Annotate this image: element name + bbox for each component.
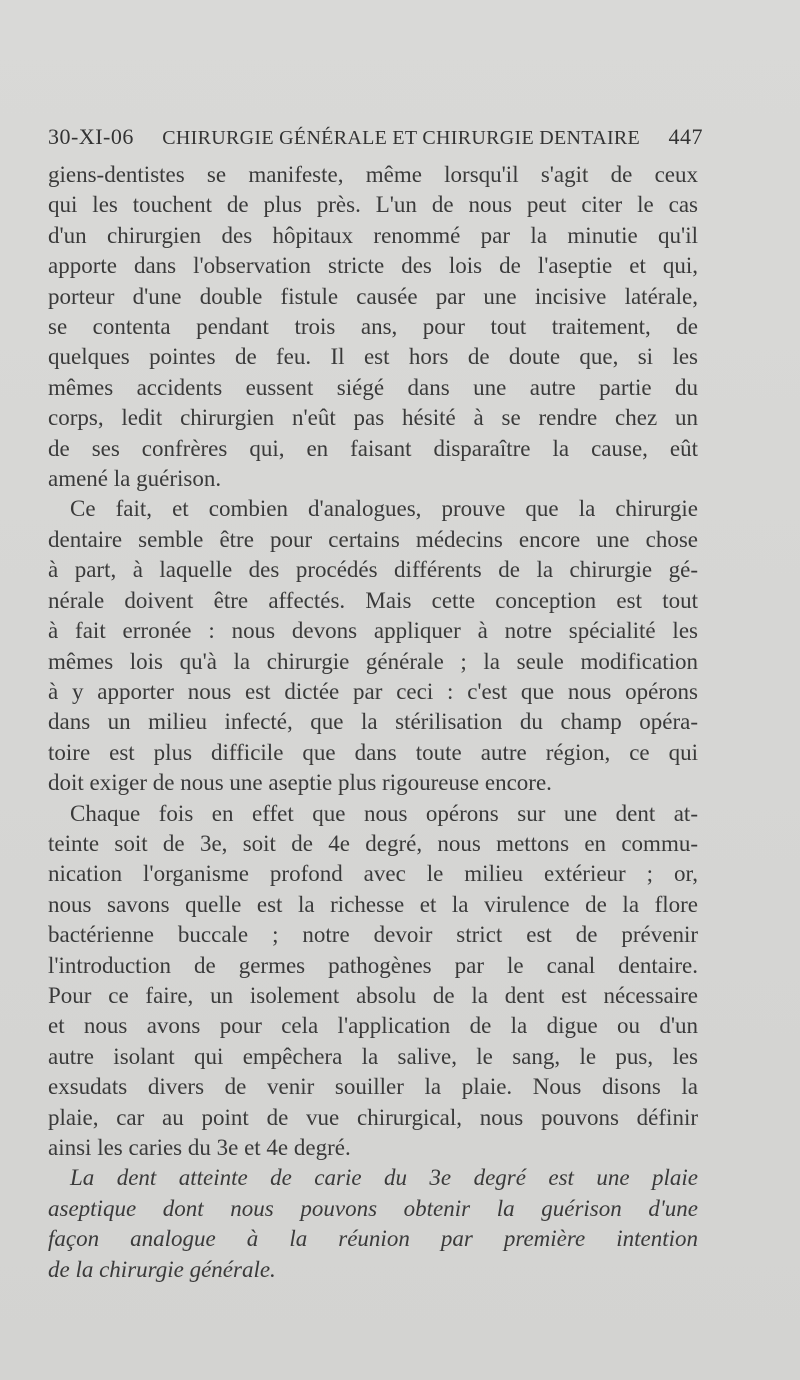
text-line: mêmes accidents eussent siégé dans une autre partie du bbox=[48, 374, 698, 400]
paragraph-3 bbox=[48, 799, 698, 1164]
text-line: apporte dans l'observation stricte des lois de l'aseptie et qui, bbox=[48, 253, 698, 279]
text-line: et nous avons pour cela l'application de la digue ou d'un bbox=[48, 1013, 698, 1039]
text-line: porteur d'une double fistule causée par une incisive latérale, bbox=[48, 283, 698, 309]
text-line: amené la guérison. bbox=[48, 466, 222, 492]
italic-conclusion bbox=[48, 1163, 698, 1285]
header-date: 30-XI-06 bbox=[48, 124, 134, 149]
text-line: toire est plus difficile que dans toute autre région, ce qui bbox=[48, 739, 698, 765]
text-line: se contenta pendant trois ans, pour tout traitement, de bbox=[48, 314, 698, 340]
text-line: Pour ce faire, un isolement absolu de la dent est nécessaire bbox=[48, 982, 698, 1008]
text-line: nication l'organisme profond avec le milieu extérieur ; or, bbox=[48, 861, 698, 887]
header-title: CHIRURGIE GÉNÉRALE ET CHIRURGIE DENTAIRE bbox=[162, 127, 641, 149]
text-line: nous savons quelle est la richesse et la virulence de la flore bbox=[48, 891, 698, 917]
text-line: mêmes lois qu'à la chirurgie générale ; la seule modification bbox=[48, 648, 698, 674]
text-line: corps, ledit chirurgien n'eût pas hésité à se rendre chez un bbox=[48, 405, 698, 431]
text-line: qui les touchent de plus près. L'un de nous peut citer le cas bbox=[48, 192, 698, 218]
page-number: 447 bbox=[668, 124, 703, 149]
text-line: plaie, car au point de vue chirurgical, nous pouvons définir bbox=[48, 1104, 698, 1130]
text-line: quelques pointes de feu. Il est hors de doute que, si les bbox=[48, 344, 698, 370]
text-line: à y apporter nous est dictée par ceci : c'est que nous opérons bbox=[48, 678, 698, 704]
text-line: nérale doivent être affectés. Mais cette conception est tout bbox=[48, 587, 698, 613]
text-line: exsudats divers de venir souiller la plaie. Nous disons la bbox=[48, 1074, 698, 1100]
text-line: façon analogue à la réunion par première intention bbox=[48, 1226, 698, 1252]
text-line: à part, à laquelle des procédés différents de la chirurgie gé- bbox=[48, 557, 698, 583]
text-line: giens-dentistes se manifeste, même lorsqu'il s'agit de ceux bbox=[48, 162, 698, 187]
text-line: aseptique dont nous pouvons obtenir la guérison d'une bbox=[48, 1195, 698, 1221]
body-text bbox=[48, 160, 698, 1285]
text-line: Chaque fois en effet que nous opérons sur une dent at- bbox=[70, 800, 698, 826]
text-line: de ses confrères qui, en faisant disparaître la cause, eût bbox=[48, 435, 698, 461]
paragraph-2 bbox=[48, 494, 698, 798]
text-line: à fait erronée : nous devons appliquer à notre spécialité les bbox=[48, 618, 698, 644]
text-line: dentaire semble être pour certains médecins encore une chose bbox=[48, 526, 698, 552]
text-line: l'introduction de germes pathogènes par le canal dentaire. bbox=[48, 952, 698, 978]
text-line: teinte soit de 3e, soit de 4e degré, nous mettons en commu- bbox=[48, 830, 698, 856]
text-line: La dent atteinte de carie du 3e degré est une plaie bbox=[70, 1165, 698, 1191]
text-line: doit exiger de nous une aseptie plus rigoureuse encore. bbox=[48, 770, 552, 796]
text-line: bactérienne buccale ; notre devoir strict est de prévenir bbox=[48, 922, 698, 948]
text-line: autre isolant qui empêchera la salive, le sang, le pus, les bbox=[48, 1043, 698, 1069]
text-line: ainsi les caries du 3e et 4e degré. bbox=[48, 1135, 351, 1160]
text-line: Ce fait, et combien d'analogues, prouve que la chirurgie bbox=[70, 496, 698, 522]
text-line: de la chirurgie générale. bbox=[48, 1256, 276, 1282]
text-line: dans un milieu infecté, que la stérilisation du champ opéra- bbox=[48, 709, 698, 735]
text-line: d'un chirurgien des hôpitaux renommé par la minutie qu'il bbox=[48, 222, 698, 248]
paragraph-1 bbox=[48, 160, 698, 494]
running-header bbox=[48, 124, 703, 150]
